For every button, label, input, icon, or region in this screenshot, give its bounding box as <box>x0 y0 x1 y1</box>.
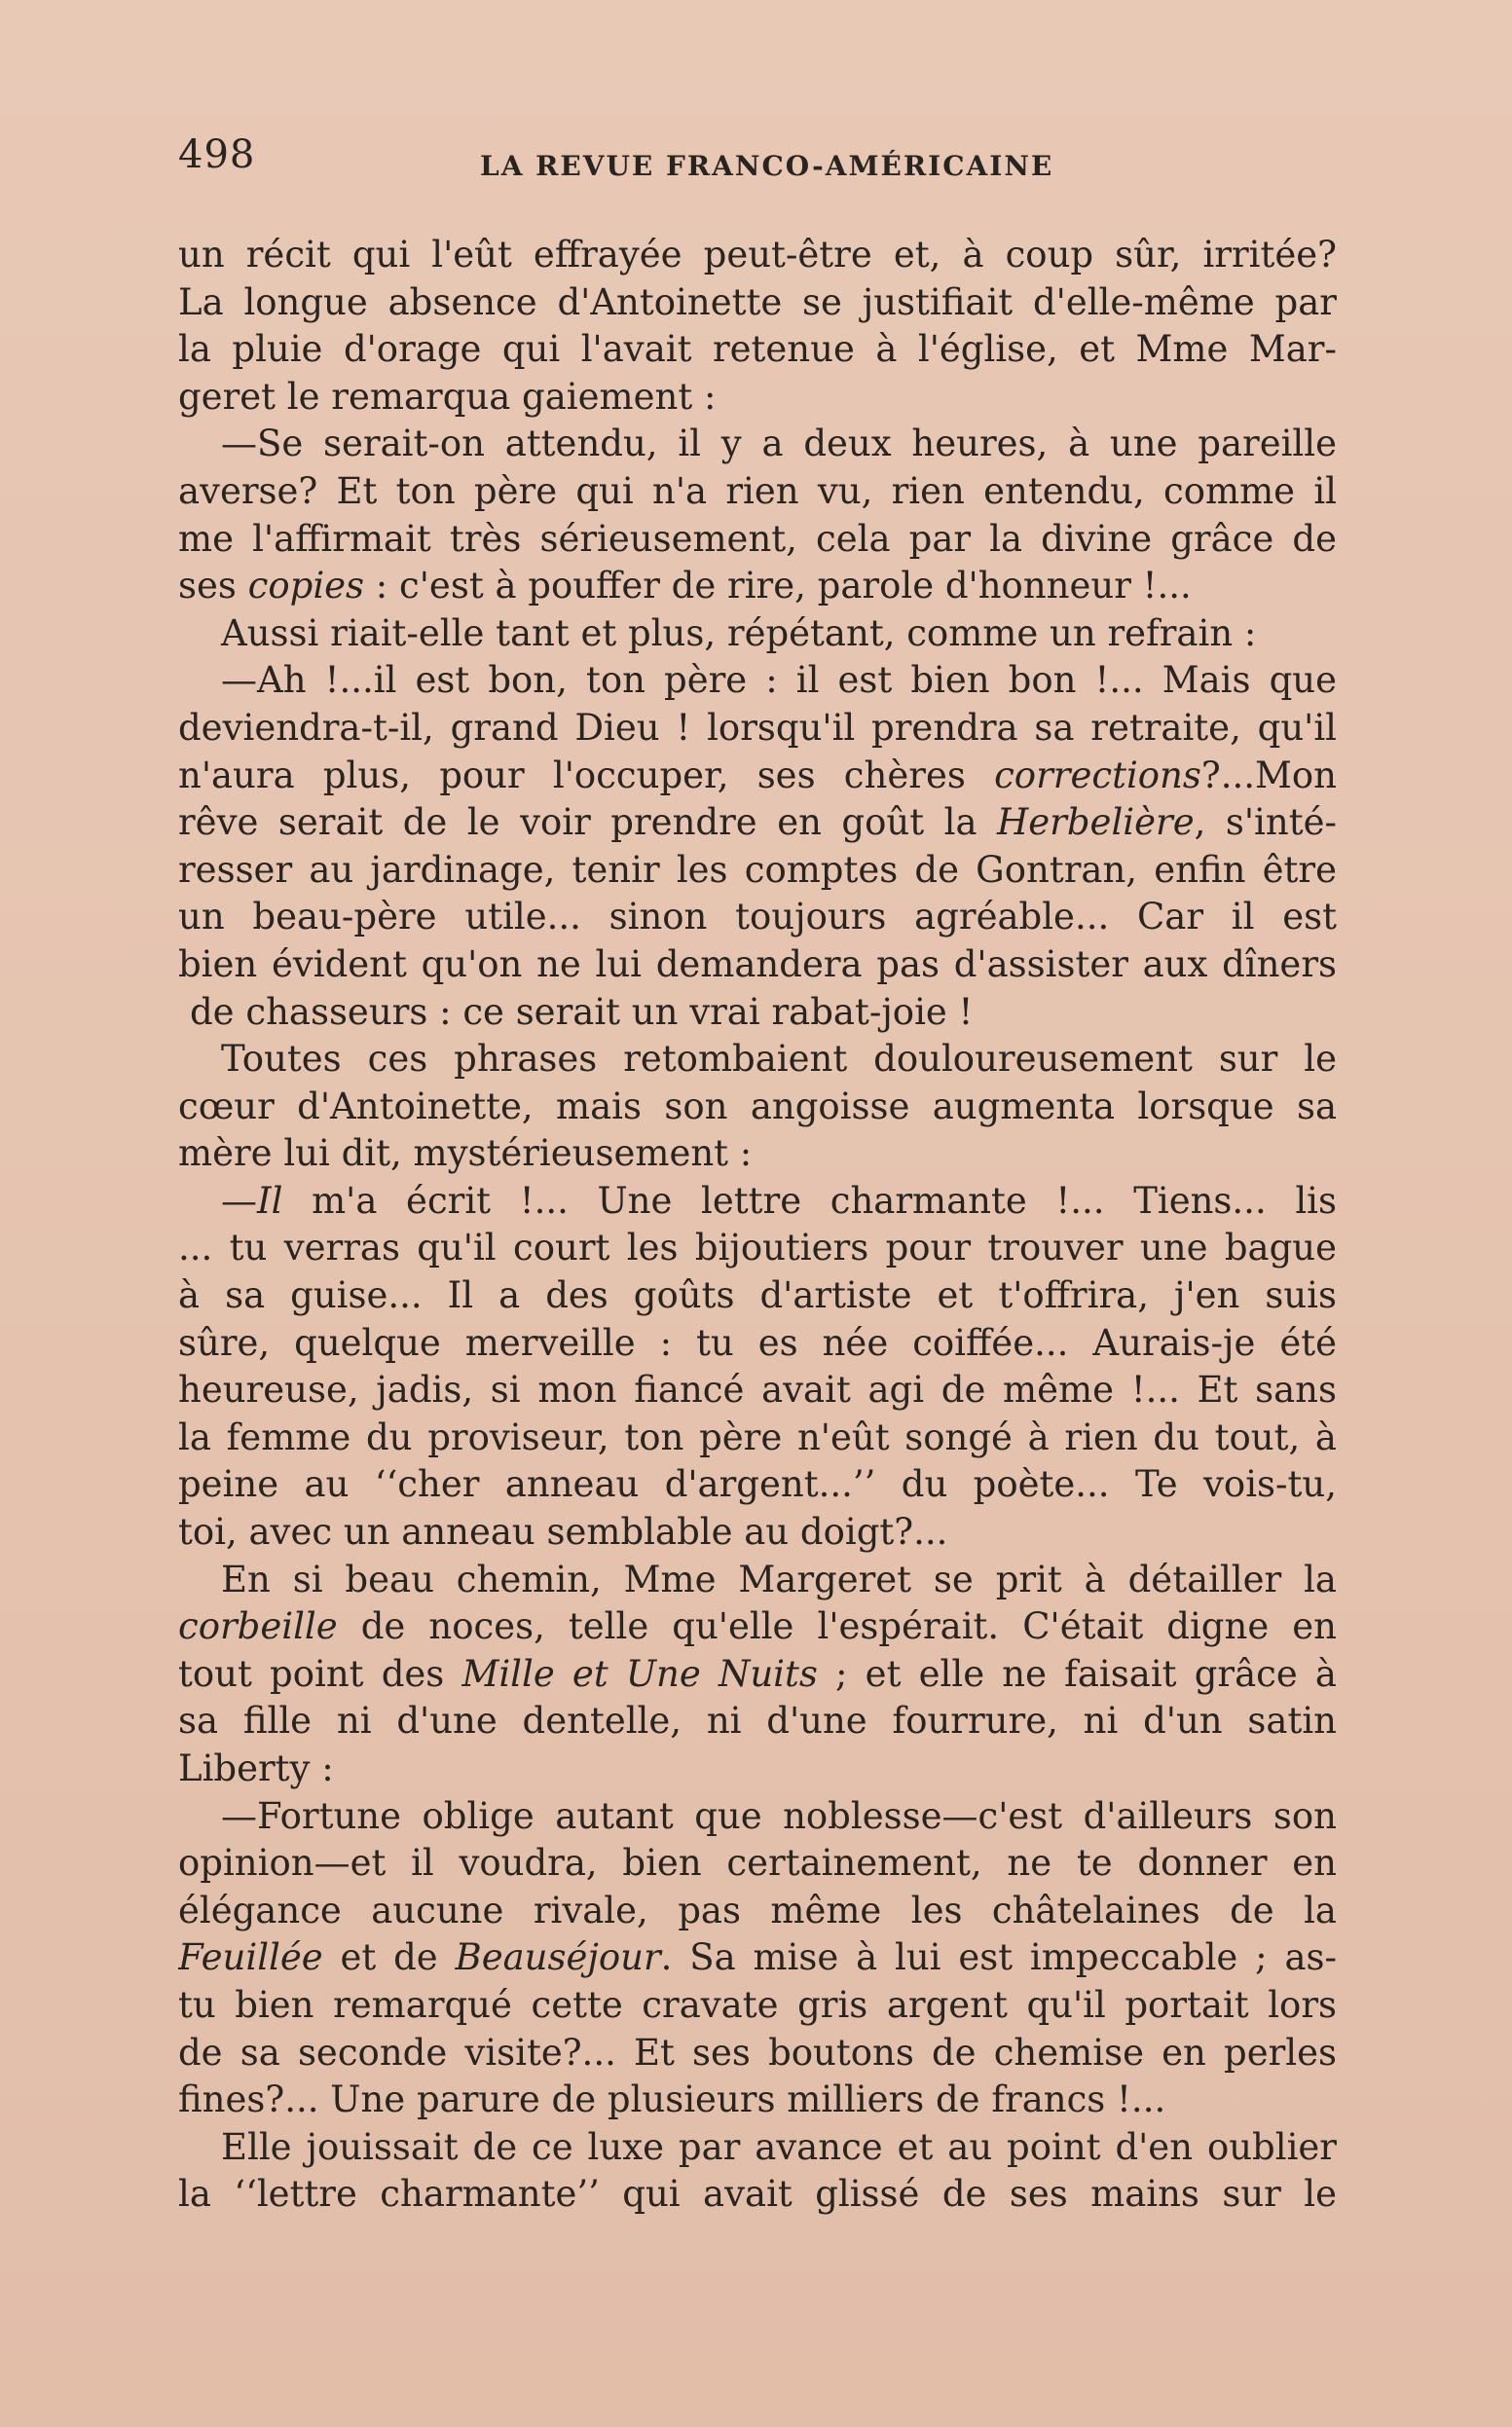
text-line: ses copies : c'est à pouffer de rire, parole d'honneur !... <box>178 565 1192 607</box>
text-line: Aussi riait-elle tant et plus, répétant, comme un refrain : <box>221 611 1257 654</box>
text-line: ... tu verras qu'il court les bijoutiers pour trouver une bague <box>178 1227 1337 1269</box>
text-line: élégance aucune rivale, pas même les châtelaines de la <box>178 1889 1337 1931</box>
text-line: mère lui dit, mystérieusement : <box>178 1132 753 1175</box>
text-line: Elle jouissait de ce luxe par avance et au point d'en oublier <box>221 2125 1337 2168</box>
text-line: la femme du proviseur, ton père n'eût songé à rien du tout, à <box>178 1416 1337 1458</box>
text-line: de chasseurs : ce serait un vrai rabat-joie ! <box>190 990 974 1033</box>
text-line: corbeille de noces, telle qu'elle l'espérait. C'était digne en <box>178 1605 1337 1648</box>
text-line: tu bien remarqué cette cravate gris argent qu'il portait lors <box>178 1983 1337 2026</box>
text-line: En si beau chemin, Mme Margeret se prit à détailler la <box>221 1558 1337 1600</box>
text-line: averse? Et ton père qui n'a rien vu, rien entendu, comme il <box>178 469 1337 512</box>
text-line: resser au jardinage, tenir les comptes de Gontran, enfin être <box>178 848 1337 891</box>
body-text <box>178 232 1337 2219</box>
text-line: Toutes ces phrases retombaient douloureusement sur le <box>221 1038 1337 1081</box>
text-line: —Il m'a écrit !... Une lettre charmante !... Tiens... lis <box>221 1179 1337 1222</box>
text-line: cœur d'Antoinette, mais son angoisse augmenta lorsque sa <box>178 1085 1337 1127</box>
text-line: sûre, quelque merveille : tu es née coiffée... Aurais-je été <box>178 1321 1337 1364</box>
text-line: de sa seconde visite?... Et ses boutons de chemise en perles <box>178 2031 1337 2074</box>
text-line: —Ah !...il est bon, ton père : il est bien bon !... Mais que <box>221 659 1337 702</box>
text-line: rêve serait de le voir prendre en goût la Herbelière, s'inté- <box>178 801 1337 844</box>
text-line: —Se serait-on attendu, il y a deux heures, à une pareille <box>221 423 1337 465</box>
text-line: n'aura plus, pour l'occuper, ses chères corrections?...Mon <box>178 754 1337 796</box>
text-line: —Fortune oblige autant que noblesse—c'est d'ailleurs son <box>221 1794 1337 1837</box>
text-line: geret le remarqua gaiement : <box>178 375 717 418</box>
text-line: un récit qui l'eût effrayée peut-être et, à coup sûr, irritée? <box>178 234 1337 276</box>
text-line: La longue absence d'Antoinette se justifiait d'elle-même par <box>178 280 1337 323</box>
text-line: à sa guise... Il a des goûts d'artiste et t'offrira, j'en suis <box>178 1274 1337 1317</box>
text-line: tout point des Mille et Une Nuits ; et elle ne faisait grâce à <box>178 1652 1337 1695</box>
text-line: fines?... Une parure de plusieurs milliers de francs !... <box>178 2078 1166 2121</box>
page-number: 498 <box>178 132 256 177</box>
text-line: la pluie d'orage qui l'avait retenue à l'église, et Mme Mar- <box>178 328 1337 371</box>
text-line: Feuillée et de Beauséjour. Sa mise à lui est impeccable ; as- <box>178 1936 1337 1979</box>
text-line: heureuse, jadis, si mon fiancé avait agi de même !... Et sans <box>178 1369 1337 1412</box>
running-title: LA REVUE FRANCO-AMÉRICAINE <box>480 150 1054 182</box>
text-line: opinion—et il voudra, bien certainement, ne te donner en <box>178 1842 1337 1885</box>
text-line: peine au ‘‘cher anneau d'argent...’’ du poète... Te vois-tu, <box>178 1463 1337 1506</box>
text-line: sa fille ni d'une dentelle, ni d'une fourrure, ni d'un satin <box>178 1700 1337 1743</box>
text-line: me l'affirmait très sérieusement, cela par la divine grâce de <box>178 517 1337 560</box>
text-line: toi, avec un anneau semblable au doigt?... <box>178 1511 948 1554</box>
text-line: la ‘‘lettre charmante’’ qui avait glissé de ses mains sur le <box>178 2173 1337 2216</box>
text-line: Liberty : <box>178 1747 334 1789</box>
text-line: deviendra-t-il, grand Dieu ! lorsqu'il prendra sa retraite, qu'il <box>178 706 1337 749</box>
page-header <box>178 132 1337 191</box>
text-line: un beau-père utile... sinon toujours agréable... Car il est <box>178 896 1337 938</box>
text-line: bien évident qu'on ne lui demandera pas d'assister aux dîners <box>178 942 1337 985</box>
